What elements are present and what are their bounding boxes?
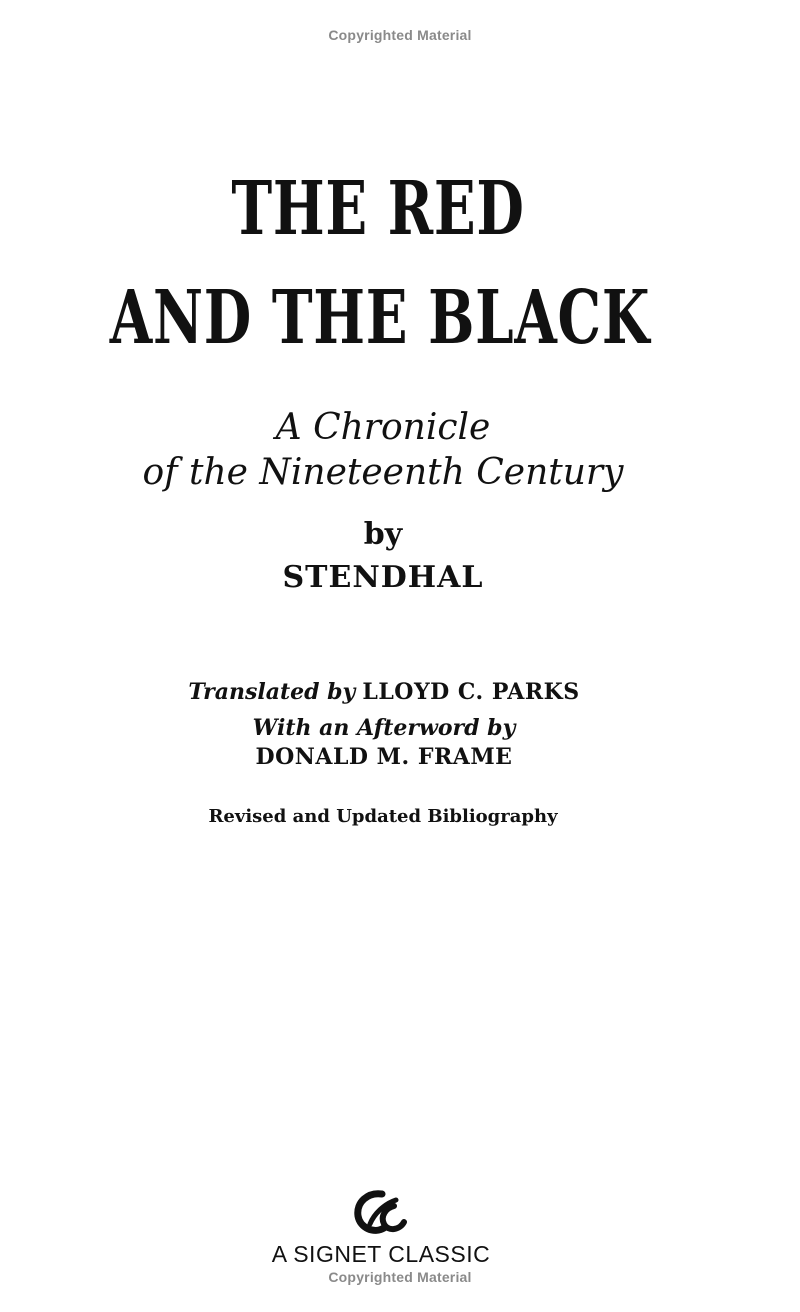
book-title-line-1: THE RED	[231, 166, 525, 252]
subtitle-line-1: A Chronicle	[275, 407, 491, 448]
afterword-credit	[0, 717, 784, 740]
afterword-by-label: With an Afterword by	[252, 715, 516, 741]
author-name: STENDHAL	[282, 560, 484, 595]
publisher-imprint: A SIGNET CLASSIC	[271, 1241, 491, 1267]
by-label: by	[363, 517, 403, 552]
signet-logo-icon	[350, 1188, 410, 1236]
translated-by-label: Translated by	[188, 679, 356, 705]
translator-name: LLOYD C. PARKS	[362, 679, 580, 705]
bibliography-note: Revised and Updated Bibliography	[208, 806, 558, 827]
subtitle-line-2: of the Nineteenth Century	[142, 452, 624, 493]
afterword-author-name: DONALD M. FRAME	[255, 744, 513, 770]
translator-credit	[0, 681, 784, 704]
copyright-watermark-top: Copyrighted Material	[328, 27, 472, 43]
book-title-line-2: AND THE BLACK	[109, 275, 651, 361]
copyright-watermark-bottom: Copyrighted Material	[328, 1269, 472, 1285]
afterword-author	[0, 746, 784, 769]
